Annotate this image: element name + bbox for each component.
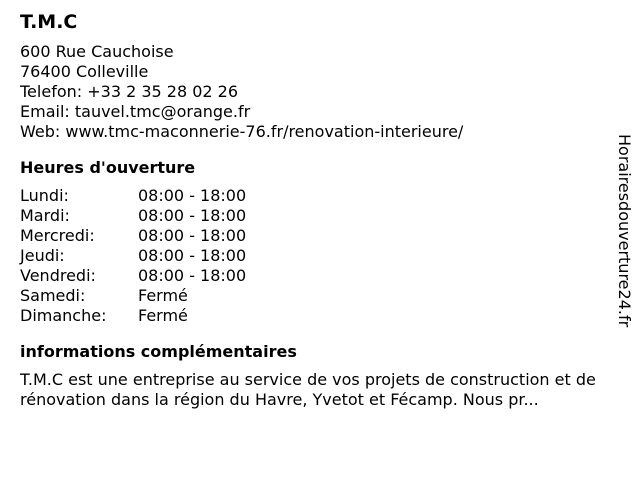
hours-time: Fermé [138, 306, 188, 325]
hours-day: Dimanche: [20, 306, 107, 325]
hours-row-sunday [20, 306, 620, 326]
hours-time: 08:00 - 18:00 [138, 246, 247, 265]
watermark-text: Horairesdouverture24.fr [615, 134, 634, 328]
hours-time: 08:00 - 18:00 [138, 206, 247, 225]
hours-row-saturday [20, 286, 620, 306]
hours-row-tuesday [20, 206, 620, 226]
info-text: T.M.C est une entreprise au service de vos projets de construction et de rénovation dans la région du Havre, Yvetot et Fécamp. Nous pr... [20, 370, 596, 409]
hours-title: Heures d'ouverture [20, 158, 196, 177]
hours-day: Jeudi: [20, 246, 65, 265]
hours-row-monday [20, 186, 620, 206]
email-line: Email: tauvel.tmc@orange.fr [20, 102, 251, 121]
business-name: T.M.C [20, 11, 78, 33]
web-line: Web: www.tmc-maconnerie-76.fr/renovation-interieure/ [20, 122, 464, 141]
hours-table [20, 186, 620, 326]
hours-day: Mardi: [20, 206, 70, 225]
hours-day: Lundi: [20, 186, 69, 205]
hours-time: 08:00 - 18:00 [138, 266, 247, 285]
phone-line: Telefon: +33 2 35 28 02 26 [20, 82, 239, 101]
hours-row-wednesday [20, 226, 620, 246]
hours-time: 08:00 - 18:00 [138, 226, 247, 245]
hours-day: Vendredi: [20, 266, 96, 285]
hours-row-thursday [20, 246, 620, 266]
hours-day: Samedi: [20, 286, 86, 305]
info-title: informations complémentaires [20, 342, 297, 361]
hours-row-friday [20, 266, 620, 286]
hours-day: Mercredi: [20, 226, 95, 245]
business-card [20, 10, 620, 410]
address-street: 600 Rue Cauchoise [20, 42, 174, 61]
hours-time: 08:00 - 18:00 [138, 186, 247, 205]
address-city: 76400 Colleville [20, 62, 149, 81]
hours-time: Fermé [138, 286, 188, 305]
